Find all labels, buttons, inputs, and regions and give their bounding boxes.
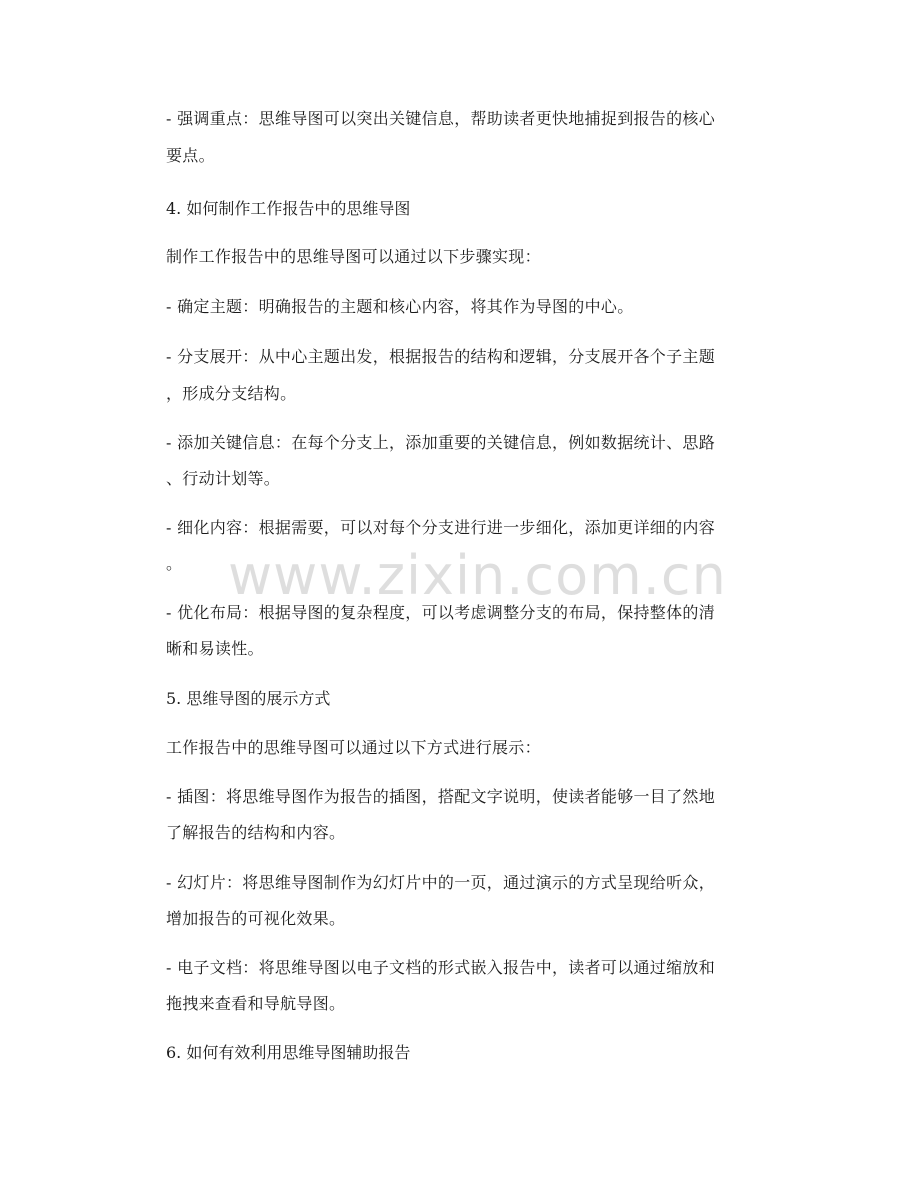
paragraph-line: - 强调重点：思维导图可以突出关键信息，帮助读者更快地捕捉到报告的核心 [166,109,715,128]
paragraph-line: 工作报告中的思维导图可以通过以下方式进行展示： [166,738,541,757]
paragraph-line: - 细化内容：根据需要，可以对每个分支进行进一步细化，添加更详细的内容 [166,518,715,537]
paragraph-line: 拖拽来查看和导航导图。 [166,994,346,1013]
paragraph-line: - 优化布局：根据导图的复杂程度，可以考虑调整分支的布局，保持整体的清 [166,603,715,622]
paragraph-line: 增加报告的可视化效果。 [166,909,346,928]
paragraph-line: - 添加关键信息：在每个分支上，添加重要的关键信息，例如数据统计、思路 [166,433,715,452]
section-heading: 4. 如何制作工作报告中的思维导图 [166,199,411,218]
paragraph-line: 制作工作报告中的思维导图可以通过以下步骤实现： [166,247,541,266]
section-heading: 6. 如何有效利用思维导图辅助报告 [166,1043,411,1062]
watermark: www.zixin.com.cn [228,544,727,607]
paragraph-line: ，形成分支结构。 [166,384,297,403]
paragraph-line: 。 [166,554,183,573]
paragraph-line: - 插图：将思维导图作为报告的插图，搭配文字说明，使读者能够一目了然地 [166,787,715,806]
paragraph-line: - 电子文档：将思维导图以电子文档的形式嵌入报告中，读者可以通过缩放和 [166,958,715,977]
paragraph-line: 了解报告的结构和内容。 [166,823,346,842]
paragraph-line: - 确定主题：明确报告的主题和核心内容，将其作为导图的中心。 [166,297,634,316]
section-heading: 5. 思维导图的展示方式 [166,689,331,708]
paragraph-line: - 分支展开：从中心主题出发，根据报告的结构和逻辑，分支展开各个子主题 [166,347,715,366]
paragraph-line: - 幻灯片：将思维导图制作为幻灯片中的一页，通过演示的方式呈现给听众， [166,873,715,892]
paragraph-line: 、行动计划等。 [166,469,281,488]
paragraph-line: 要点。 [166,146,215,165]
paragraph-line: 晰和易读性。 [166,639,264,658]
